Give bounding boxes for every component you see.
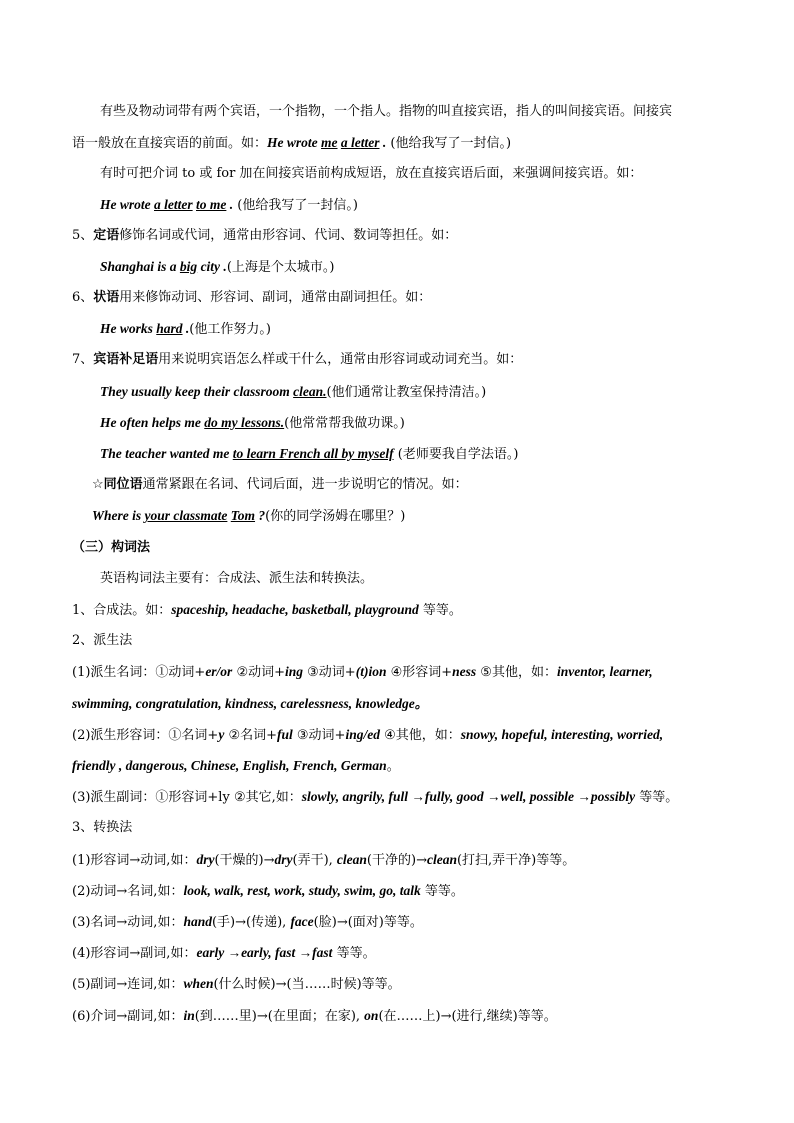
text: 有些及物动词带有两个宾语，一个指物，一个指人。指物的叫直接宾语，指人的叫间接宾语。间接宾: [100, 104, 673, 119]
text: (1)形容词→动词,如：: [72, 853, 197, 868]
example-line: [100, 382, 486, 403]
example-text: dry: [196, 852, 215, 867]
example-text: early →early, fast →fast: [196, 945, 333, 960]
example-text: snowy, hopeful, interesting, worried,: [460, 727, 664, 742]
section-item: [72, 226, 457, 246]
sub-heading: [72, 631, 132, 651]
example-text: They usually keep their classroom: [100, 384, 294, 399]
example-line: [100, 444, 518, 465]
paragraph-line: [72, 133, 511, 154]
underlined-example: to me: [196, 197, 227, 212]
underlined-example: a letter: [340, 135, 380, 150]
text: 等等。: [332, 946, 376, 961]
text: (什么时候)→(当……时候)等等。: [213, 977, 401, 992]
example-text: face: [290, 914, 314, 929]
suffix: er/or: [205, 664, 233, 679]
underlined-example: hard: [156, 321, 183, 336]
paragraph-line: [72, 787, 678, 808]
term: 定语: [93, 228, 120, 243]
example-text: ?: [255, 508, 266, 523]
text: (打扫,弄干净)等等。: [456, 853, 576, 868]
example-text: .: [379, 135, 387, 150]
text: 修饰名词或代词，通常由形容词、代词、数词等担任。如：: [119, 228, 458, 243]
paragraph-line: [100, 569, 373, 589]
suffix: ing: [285, 664, 304, 679]
example-text: He works: [100, 321, 157, 336]
paragraph-line: [100, 164, 642, 184]
text: 通常紧跟在名词、代词后面，进一步说明它的情况。如：: [142, 477, 468, 492]
example-text: friendly , dangerous, Chinese, English, French, German: [72, 758, 387, 773]
example-text: He often helps me: [100, 415, 205, 430]
text: (2)动词→名词,如：: [72, 884, 184, 899]
text: (脸)→(面对)等等。: [313, 915, 423, 930]
text: ④形容词+: [386, 665, 453, 680]
text: ③动词+: [292, 728, 346, 743]
text: (手)→(传递),: [211, 915, 291, 930]
example-line: [100, 413, 405, 434]
example-line: [100, 257, 334, 278]
text: (干净的)→: [366, 853, 427, 868]
text: ④其他，如：: [379, 728, 461, 743]
translation: (上海是个太城市。): [226, 260, 335, 275]
text: 语一般放在直接宾语的前面。如：: [72, 136, 268, 151]
example-text: Shanghai is a: [100, 259, 180, 274]
translation: (他给我写了一封信。): [233, 198, 358, 213]
example-text: .: [182, 321, 190, 336]
underlined-example: me: [321, 135, 338, 150]
text: (在……上)→(进行,继续)等等。: [378, 1009, 557, 1024]
example-text: look, walk, rest, work, study, swim, go, talk: [183, 883, 421, 898]
paragraph-line: [72, 600, 462, 621]
text: (弄干),: [292, 853, 337, 868]
translation: (他常常帮我做功课。): [284, 416, 405, 431]
text: ③动词+: [303, 665, 356, 680]
paragraph-line: [72, 756, 400, 777]
underlined-example: your classmate: [144, 508, 228, 523]
paragraph-line: [72, 974, 401, 995]
paragraph-line: [100, 102, 672, 122]
text: (干燥的)→: [214, 853, 275, 868]
translation: (你的同学汤姆在哪里？): [265, 509, 406, 524]
text: (到……里)→(在里面；在家),: [194, 1009, 365, 1024]
example-text: .: [226, 197, 234, 212]
example-text: in: [183, 1008, 195, 1023]
underlined-example: do my lessons.: [204, 415, 285, 430]
example-text: Where is: [92, 508, 145, 523]
text: (2)派生形容词：①名词+: [72, 728, 219, 743]
example-text: He wrote: [100, 197, 154, 212]
term: 状语: [93, 290, 120, 305]
translation: (老师要我自学法语。): [393, 447, 519, 462]
text: 等等。: [420, 884, 464, 899]
example-text: hand: [183, 914, 212, 929]
text: ②名词+: [224, 728, 277, 743]
text: (6)介词→副词,如：: [72, 1009, 184, 1024]
example-text: clean: [336, 852, 367, 867]
section-item: [72, 288, 431, 308]
translation: (他给我写了一封信。): [386, 136, 512, 151]
text: 。: [386, 759, 400, 774]
translation: (他们通常让教室保持清洁。): [326, 385, 487, 400]
underlined-example: a letter: [154, 197, 193, 212]
text: ⑤其他，如：: [476, 665, 557, 680]
paragraph-line: [72, 943, 376, 964]
text: 等等。: [635, 790, 679, 805]
example-text: He wrote: [267, 135, 322, 150]
example-text: The teacher wanted me: [100, 446, 233, 461]
suffix: ness: [452, 664, 477, 679]
section-item: [72, 350, 522, 370]
paragraph-line: [72, 850, 575, 871]
underlined-example: to learn French all by myself: [232, 446, 394, 461]
example-text: city .: [197, 259, 227, 274]
paragraph-line: [72, 725, 663, 746]
suffix: (t)ion: [355, 664, 387, 679]
suffix: ful: [277, 727, 293, 742]
example-text: when: [183, 976, 214, 991]
text: 3、转换法: [72, 820, 133, 835]
paragraph-line: [72, 912, 423, 933]
item-number: 6、: [72, 290, 94, 305]
example-text: spaceship, headache, basketball, playground: [171, 602, 419, 617]
text: (3)名词→动词,如：: [72, 915, 184, 930]
suffix: y: [218, 727, 225, 742]
suffix: ing/ed: [345, 727, 380, 742]
section-item: [92, 475, 468, 495]
text: 有时可把介词 to 或 for 加在间接宾语前构成短语，放在直接宾语后面，来强调间接宾语。如：: [100, 166, 643, 181]
underlined-example: big: [179, 259, 198, 274]
example-text: swimming, congratulation, kindness, carelessness, knowledge。: [72, 696, 429, 711]
text: (1)派生名词：①动词+: [72, 665, 206, 680]
example-line: [100, 195, 358, 216]
star-icon: ☆: [92, 477, 104, 492]
underlined-example: clean.: [293, 384, 327, 399]
text: (3)派生副词：①形容词+ly ②其它,如：: [72, 790, 302, 805]
paragraph-line: [72, 694, 428, 715]
text: (4)形容词→副词,如：: [72, 946, 197, 961]
paragraph-line: [72, 662, 653, 683]
text: 2、派生法: [72, 633, 133, 648]
section-heading: [72, 538, 150, 558]
text: 1、合成法。如：: [72, 603, 172, 618]
paragraph-line: [72, 1006, 557, 1027]
underlined-example: Tom: [230, 508, 256, 523]
text: 用来修饰动词、形容词、副词，通常由副词担任。如：: [119, 290, 432, 305]
example-text: clean: [426, 852, 457, 867]
sub-heading: [72, 818, 132, 838]
text: 用来说明宾语怎么样或干什么，通常由形容词或动词充当。如：: [158, 352, 523, 367]
term: 宾语补足语: [93, 352, 159, 367]
text: 等等。: [418, 603, 462, 618]
text: 英语构词法主要有：合成法、派生法和转换法。: [100, 571, 374, 586]
text: (5)副词→连词,如：: [72, 977, 184, 992]
example-line: [92, 506, 405, 527]
heading-text: （三）构词法: [72, 540, 151, 555]
example-text: dry: [274, 852, 293, 867]
example-text: slowly, angrily, full →fully, good →well, possible →possibly: [301, 789, 636, 804]
translation: (他工作努力。): [189, 322, 271, 337]
example-text: inventor, learner,: [556, 664, 653, 679]
item-number: 7、: [72, 352, 94, 367]
item-number: 5、: [72, 228, 94, 243]
paragraph-line: [72, 881, 464, 902]
example-line: [100, 319, 271, 340]
text: ②动词+: [232, 665, 285, 680]
term: 同位语: [103, 477, 143, 492]
example-text: on: [364, 1008, 379, 1023]
